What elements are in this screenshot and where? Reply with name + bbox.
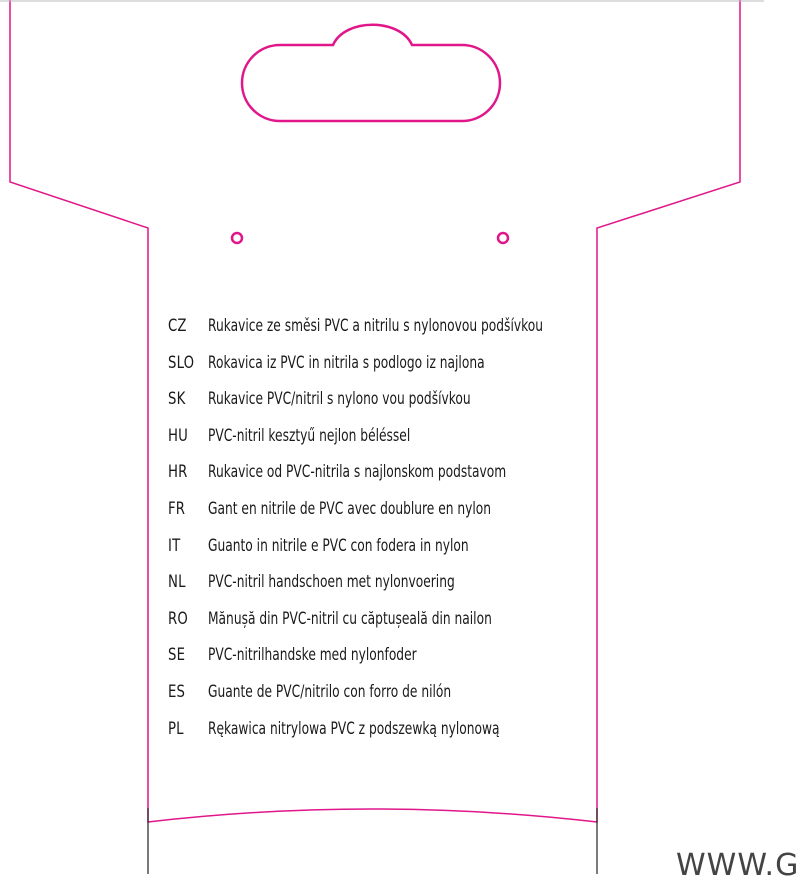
- hang-slot: [242, 25, 500, 121]
- language-row-nl: [168, 568, 673, 605]
- language-description: Mănușă din PVC-nitril cu căptușeală din nailon: [208, 608, 492, 629]
- language-code: IT: [168, 535, 181, 556]
- punch-hole-right: [498, 233, 508, 243]
- language-row-hr: [168, 458, 673, 495]
- language-code: SK: [168, 389, 186, 410]
- language-description: PVC-nitril handschoen met nylonvoering: [208, 572, 455, 593]
- language-description: Rukavice PVC/nitril s nylono vou podšívkou: [208, 389, 471, 410]
- language-description: Guante de PVC/nitrilo con forro de nilón: [208, 681, 452, 702]
- language-code: PL: [168, 718, 184, 739]
- language-code: HU: [168, 425, 188, 446]
- punch-hole-left: [232, 233, 242, 243]
- language-description: Rokavica iz PVC in nitrila s podlogo iz najlona: [208, 352, 485, 373]
- language-row-es: [168, 678, 673, 715]
- language-description: Gant en nitrile de PVC avec doublure en nylon: [208, 498, 492, 519]
- language-description: Rękawica nitrylowa PVC z podszewką nylonową: [208, 718, 500, 739]
- language-code: SLO: [168, 352, 195, 373]
- language-code: SE: [168, 645, 186, 666]
- language-description: Rukavice od PVC-nitrila s najlonskom podstavom: [208, 462, 507, 483]
- language-code: ES: [168, 681, 186, 702]
- language-description: PVC-nitrilhandske med nylonfoder: [208, 645, 417, 666]
- language-code: RO: [168, 608, 188, 629]
- language-row-fr: [168, 495, 673, 532]
- language-row-sk: [168, 385, 673, 422]
- language-code: FR: [168, 498, 186, 519]
- language-code: NL: [168, 572, 186, 593]
- language-row-se: [168, 641, 673, 678]
- language-row-ro: [168, 605, 673, 642]
- language-description: Rukavice ze směsi PVC a nitrilu s nylonovou podšívkou: [208, 316, 543, 336]
- language-row-hu: [168, 422, 673, 459]
- language-row-slo: [168, 349, 673, 386]
- language-row-pl: [168, 715, 673, 752]
- language-code: CZ: [168, 316, 187, 336]
- language-row-cz: [168, 312, 673, 349]
- footer-partial-text: WWW.G: [676, 848, 799, 883]
- language-description: PVC-nitril kesztyű nejlon béléssel: [208, 425, 411, 446]
- language-row-it: [168, 532, 673, 569]
- language-description: Guanto in nitrile e PVC con fodera in nylon: [208, 535, 469, 556]
- language-code: HR: [168, 462, 188, 483]
- language-list: [168, 312, 673, 751]
